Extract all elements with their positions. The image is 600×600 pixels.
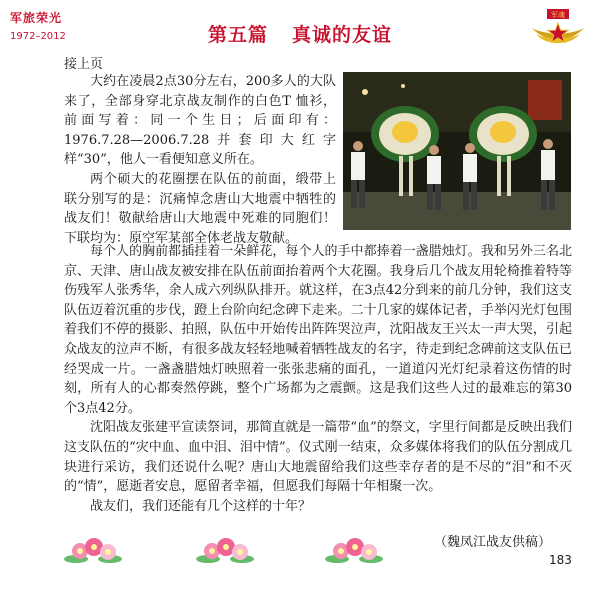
attribution: （魏凤江战友供稿） xyxy=(434,535,552,550)
paragraph: 每个人的胸前都插挂着一朵鲜花，每个人的手中都捧着一盏腊烛灯。我和另外三名北京、天津、唐山战友被安排在队伍前面抬着两个大花圈。我身后几个战友用轮椅推着特等伤残军人张秀华，余人成六列纵队排开。就这样，在3点42分到来的前几分钟，我们这支队伍迈着沉重的步伐，蹬上台阶向纪念碑下走来。二十几家的媒体记者，手举闪光灯包围着我们不停的摄影、拍照，队伍中开始传出阵阵哭泣声，沈阳战友王兴太一声大哭，引起众战友的泣声不断，有很多战友轻轻地喊着牺牲战友的名字，待走到纪念碑前这支队伍已经哭成一片。一盏盏腊烛灯映照着一张张悲痛的面孔，一道道闪光灯纪录着这伤情的时刻，所有人的心都奏然停跳，整个广场都为之震颤。这是我们这些人过的最难忘的第30个3点42分。 xyxy=(64,244,572,416)
pink-flower-icon xyxy=(194,535,256,569)
army-star-emblem-icon xyxy=(530,6,586,48)
chapter-heading xyxy=(0,20,600,47)
chapter-title: 真诚的友谊 xyxy=(292,24,393,46)
paragraph: 大约在凌晨2点30分左右，200多人的大队来了，全部身穿北京战友制作的白色T 恤衫，前面写着：同一个生日；后面印有：1976.7.28—2006.7.28并套印大红字样“30”，他人一看便知意义所在。 xyxy=(64,74,336,168)
continued-marker: 接上页 xyxy=(64,57,104,72)
main-text-block xyxy=(64,242,572,516)
paragraph: 沈阳战友张建平宣读祭词，那简直就是一篇带“血”的祭文，字里行间都是反映出我们这支队伍的“灾中血、血中泪、泪中情”。仪式刚一结束，众多媒体将我们的队伍分割成几块进行采访，我们还说什么呢？唐山大地震留给我们这些幸存者的是不尽的“泪”和不灭的“情”，愿逝者安息，愿留者幸福，但愿我们每隔十年相聚一次。 xyxy=(64,420,572,495)
paragraph: 两个硕大的花圈摆在队伍的前面，缎带上联分别写的是：沉痛悼念唐山大地震中牺牲的战友们！敬献给唐山大地震中死难的同胞们！下联均为：原空军某部全体老战友敬献。 xyxy=(64,171,336,246)
paragraph: 战友们，我们还能有几个这样的十年？ xyxy=(90,498,312,514)
brand-title: 军旅荣光 xyxy=(10,11,63,25)
emblem-text: 军魂 xyxy=(551,11,565,19)
pink-flower-icon xyxy=(62,535,124,569)
page-number: 183 xyxy=(549,553,572,567)
top-text-block xyxy=(64,72,336,248)
memorial-wreath-ceremony-photo xyxy=(343,72,571,230)
brand-years: 1972–2012 xyxy=(10,31,66,42)
pink-flower-icon xyxy=(323,535,385,569)
chapter-label: 第五篇 xyxy=(207,24,268,46)
